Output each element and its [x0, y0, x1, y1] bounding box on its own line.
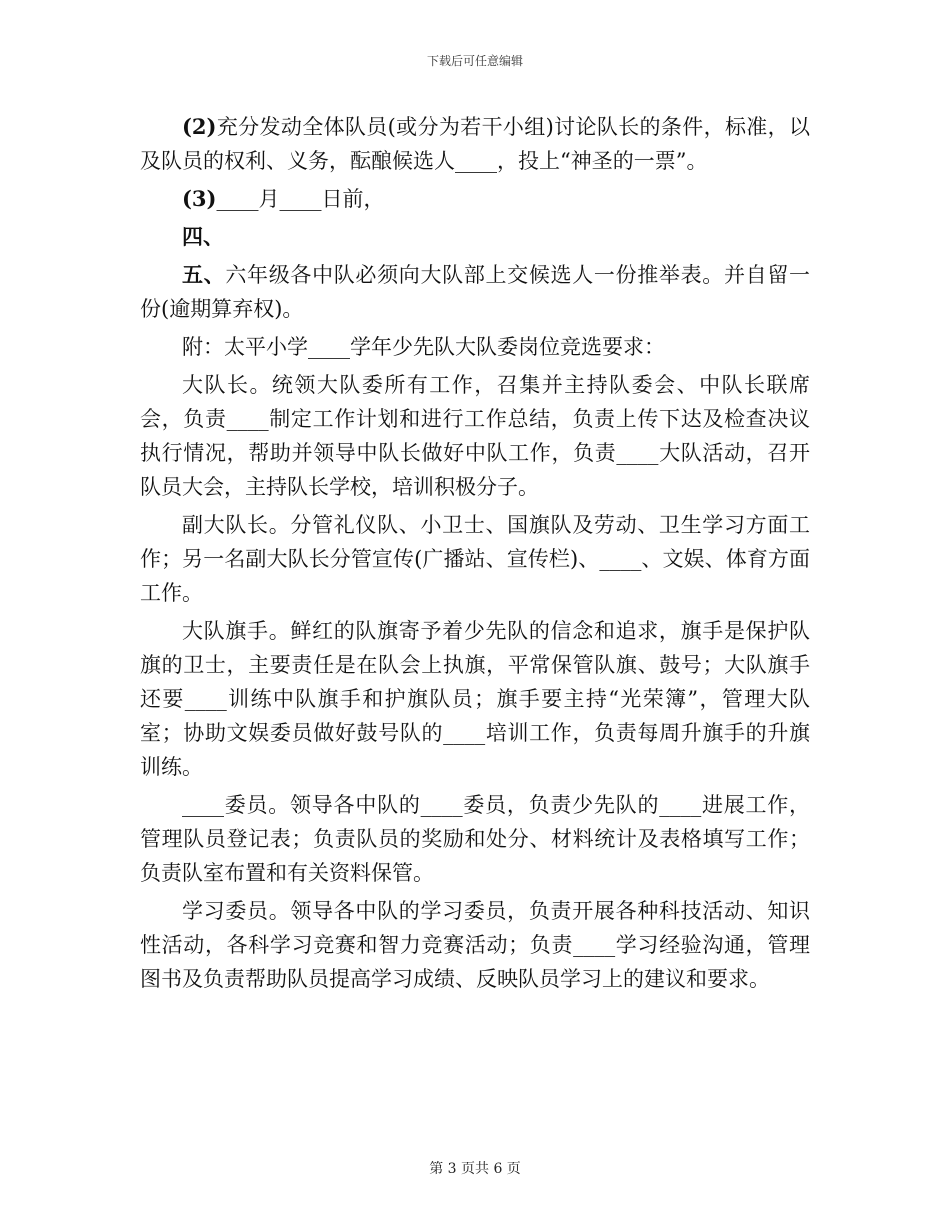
role-study-member [140, 894, 810, 996]
paragraph-text: 大队长。统领大队委所有工作，召集并主持队委会、中队长联席会，负责____制定工作计划和进行工作总结，负责上传下达及检查决议执行情况，帮助并领导中队长做好中队工作，负责____大队活动，召开队员大会，主持队长学校，培训积极分子。 [140, 373, 810, 499]
paragraph-text: 学习委员。领导各中队的学习委员，负责开展各种科技活动、知识性活动，各科学习竞赛和智力竞赛活动；负责____学习经验沟通，管理图书及负责帮助队员提高学习成绩、反映队员学习上的建议和要求。 [140, 899, 810, 991]
paragraph-text: 充分发动全体队员(或分为若干小组)讨论队长的条件，标准，以及队员的权利、义务，酝酿候选人____，投上“神圣的一票”。 [140, 115, 810, 173]
appendix-title [140, 330, 810, 364]
paragraph-text: 附：太平小学____学年少先队大队委岗位竞选要求： [182, 335, 665, 359]
document-body [140, 110, 810, 996]
paragraph-item-2 [140, 110, 810, 178]
paragraph-text: ____委员。领导各中队的____委员，负责少先队的____进展工作，管理队员登记表；负责队员的奖励和处分、材料统计及表格填写工作；负责队室布置和有关资料保管。 [140, 793, 810, 885]
page-number: 第 3 页共 6 页 [429, 1161, 521, 1177]
paragraph-item-3 [140, 182, 810, 216]
paragraph-text: ____月____日前， [216, 187, 385, 211]
paragraph-text: 六年级各中队必须向大队部上交候选人一份推举表。并自留一份(逾期算弃权)。 [140, 263, 810, 321]
paragraph-lead: (2) [182, 114, 217, 139]
section-five [140, 258, 810, 326]
paragraph-text: 副大队长。分管礼仪队、小卫士、国旗队及劳动、卫生学习方面工作；另一名副大队长分管宣传(广播站、宣传栏)、____、文娱、体育方面工作。 [140, 513, 810, 605]
paragraph-text: 大队旗手。鲜红的队旗寄予着少先队的信念和追求，旗手是保护队旗的卫士，主要责任是在队会上执旗，平常保管队旗、鼓号；大队旗手还要____训练中队旗手和护旗队员；旗手要主持“光荣簿”，管理大队室；协助文娱委员做好鼓号队的____培训工作，负责每周升旗手的升旗训练。 [140, 619, 810, 779]
role-vice-captain [140, 508, 810, 610]
paragraph-lead: (3) [182, 186, 217, 211]
role-flag-bearer [140, 614, 810, 784]
section-heading-four [140, 220, 810, 254]
role-captain [140, 368, 810, 504]
role-committee-member [140, 788, 810, 890]
paragraph-lead: 五、 [182, 262, 226, 287]
paragraph-lead: 四、 [182, 224, 224, 249]
page-header-note: 下载后可任意编辑 [426, 54, 523, 68]
